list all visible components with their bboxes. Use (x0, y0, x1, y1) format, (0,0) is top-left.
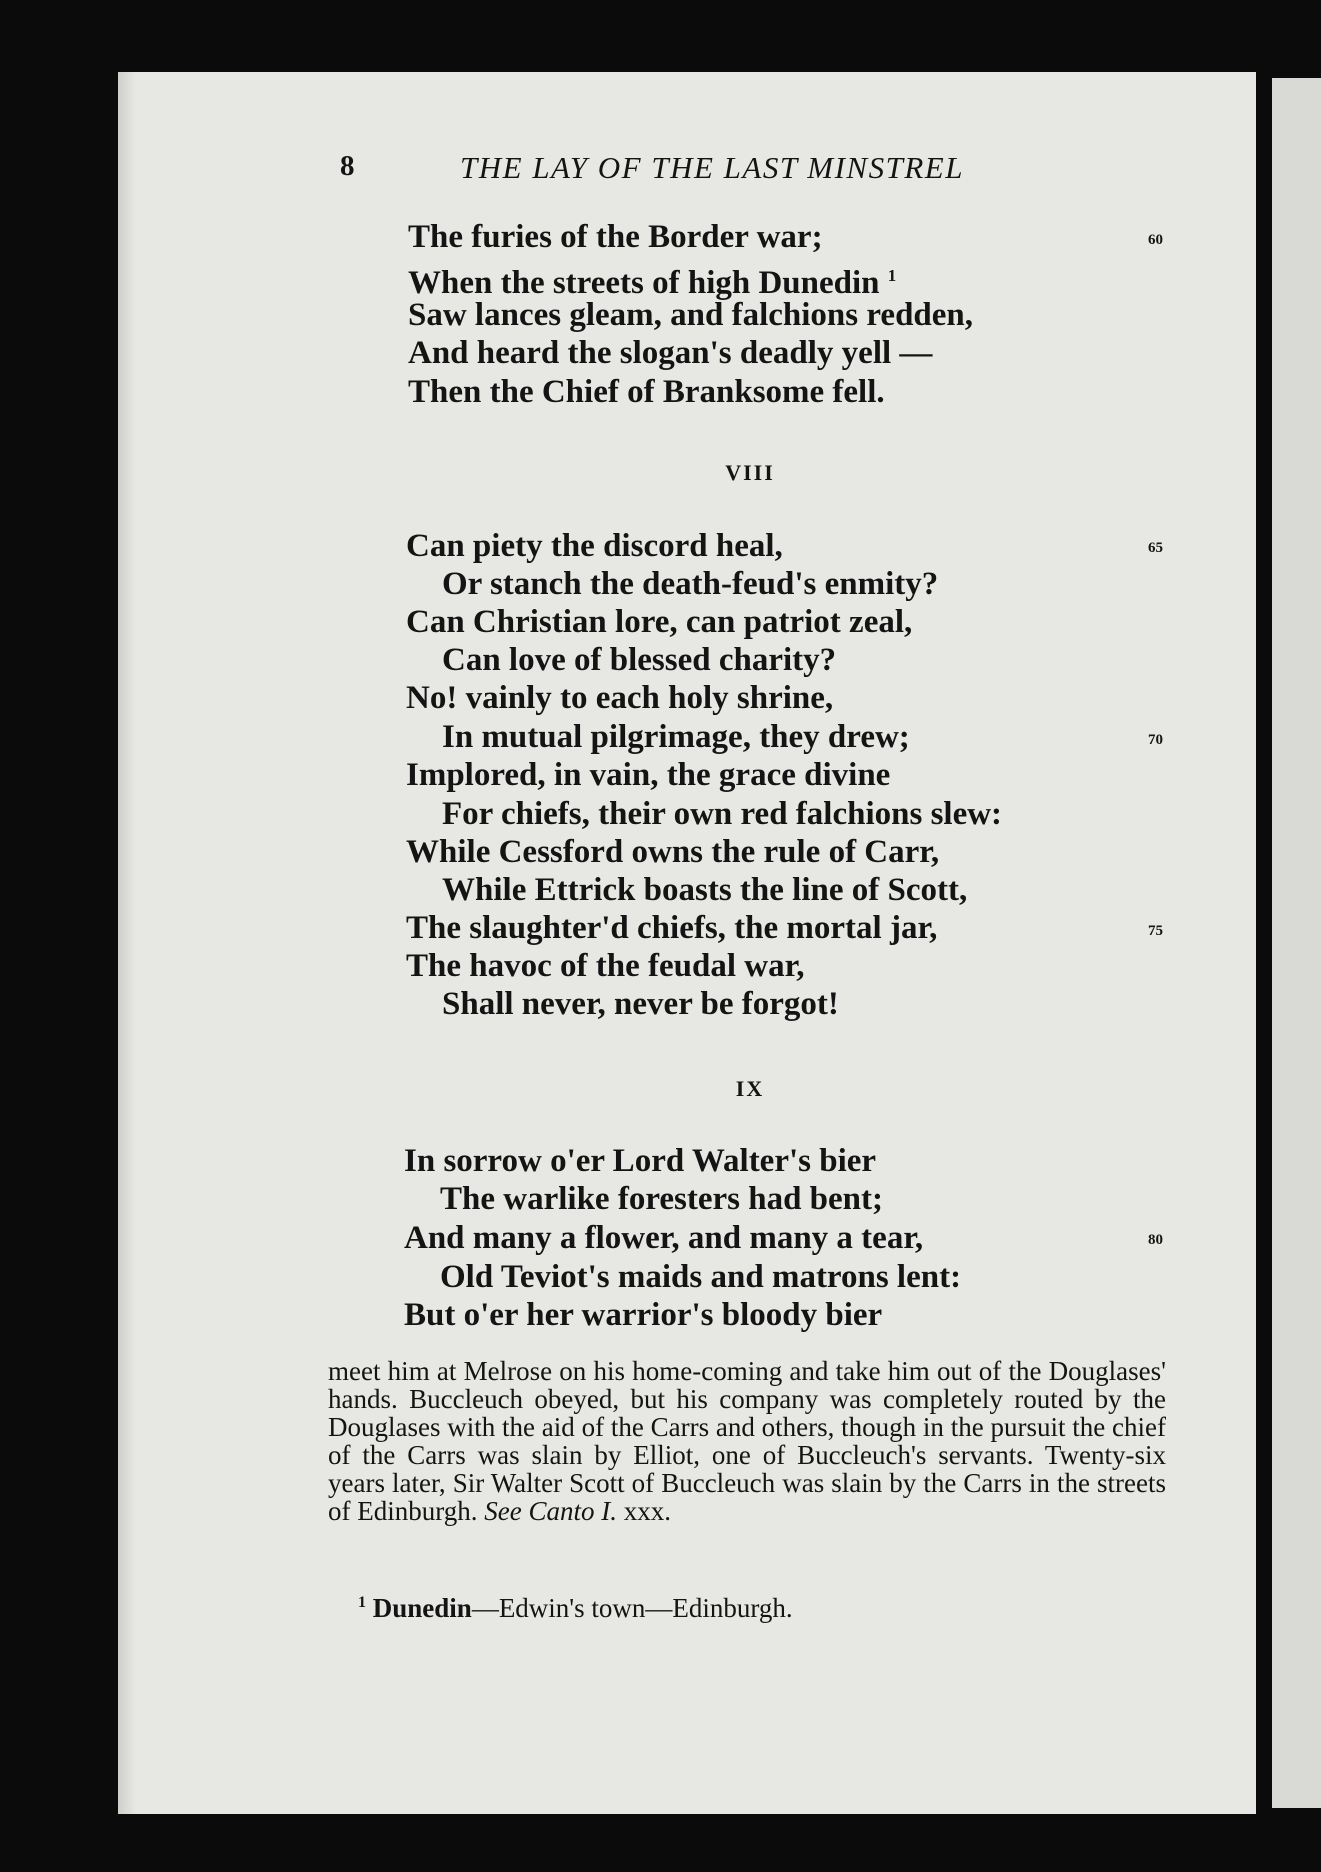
verse-line: For chiefs, their own red falchions slew: (442, 796, 1003, 832)
verse-line: In sorrow o'er Lord Walter's bier (404, 1143, 877, 1179)
line-number: 60 (1148, 232, 1163, 248)
footnote-reference: 1 (887, 266, 897, 285)
verse-line: Shall never, never be forgot! (442, 986, 839, 1022)
verse-line: The furies of the Border war; (408, 219, 823, 255)
page-edge (118, 72, 136, 1814)
verse-line: And many a flower, and many a tear, (404, 1220, 924, 1256)
line-number: 65 (1148, 540, 1163, 556)
line-number: 70 (1148, 732, 1163, 748)
footnote-text: meet him at Melrose on his home-coming and take him out of the Douglases' hands. Buccleuch obeyed, but his company was completely routed by the Douglases with the aid of the Carrs and others, though in the pursuit the chief of the Carrs was slain by Elliot, one of Buccleuch's servants. Twenty-six years later, Sir Walter Scott of Buccleuch was slain by the Carrs in the streets of Edinburgh. (328, 1356, 1166, 1526)
stanza-number: IX (735, 1076, 765, 1101)
verse-text: When the streets of high Dunedin (408, 265, 880, 301)
stanza-number: VIII (725, 460, 775, 485)
footnote-1 (358, 1593, 793, 1624)
verse-line: And heard the slogan's deadly yell — (408, 335, 933, 371)
facing-page-edge (1272, 78, 1321, 1808)
footnote-marker: 1 (358, 1594, 366, 1611)
verse-line: The slaughter'd chiefs, the mortal jar, (406, 910, 938, 946)
verse-line: While Ettrick boasts the line of Scott, (442, 872, 968, 908)
canto-number: xxx. (623, 1496, 671, 1526)
verse-line: Old Teviot's maids and matrons lent: (440, 1259, 962, 1295)
page-number: 8 (340, 150, 355, 182)
line-number: 80 (1148, 1232, 1163, 1248)
verse-line: While Cessford owns the rule of Carr, (406, 834, 940, 870)
verse-line: In mutual pilgrimage, they drew; (442, 719, 910, 755)
verse-line: The warlike foresters had bent; (440, 1181, 884, 1217)
page-header (340, 150, 1060, 190)
running-title: THE LAY OF THE LAST MINSTREL (460, 150, 964, 185)
verse-line: Can love of blessed charity? (442, 642, 837, 678)
footnote-continued (328, 1357, 1166, 1525)
footnote-term: Dunedin (372, 1593, 472, 1623)
verse-line: Can Christian lore, can patriot zeal, (406, 604, 913, 640)
verse-line: Saw lances gleam, and falchions redden, (408, 297, 974, 333)
canto-reference: See Canto I. (484, 1496, 617, 1526)
verse-line: Implored, in vain, the grace divine (406, 757, 891, 793)
line-number: 75 (1148, 923, 1163, 939)
verse-line: Or stanch the death-feud's enmity? (442, 566, 939, 602)
verse-line: But o'er her warrior's bloody bier (404, 1297, 883, 1333)
verse-line: Then the Chief of Branksome fell. (408, 374, 885, 410)
verse-line: Can piety the discord heal, (406, 528, 783, 564)
verse-line: The havoc of the feudal war, (406, 948, 805, 984)
verse-line: No! vainly to each holy shrine, (406, 680, 834, 716)
footnote-definition: —Edwin's town—Edinburgh. (471, 1593, 793, 1623)
